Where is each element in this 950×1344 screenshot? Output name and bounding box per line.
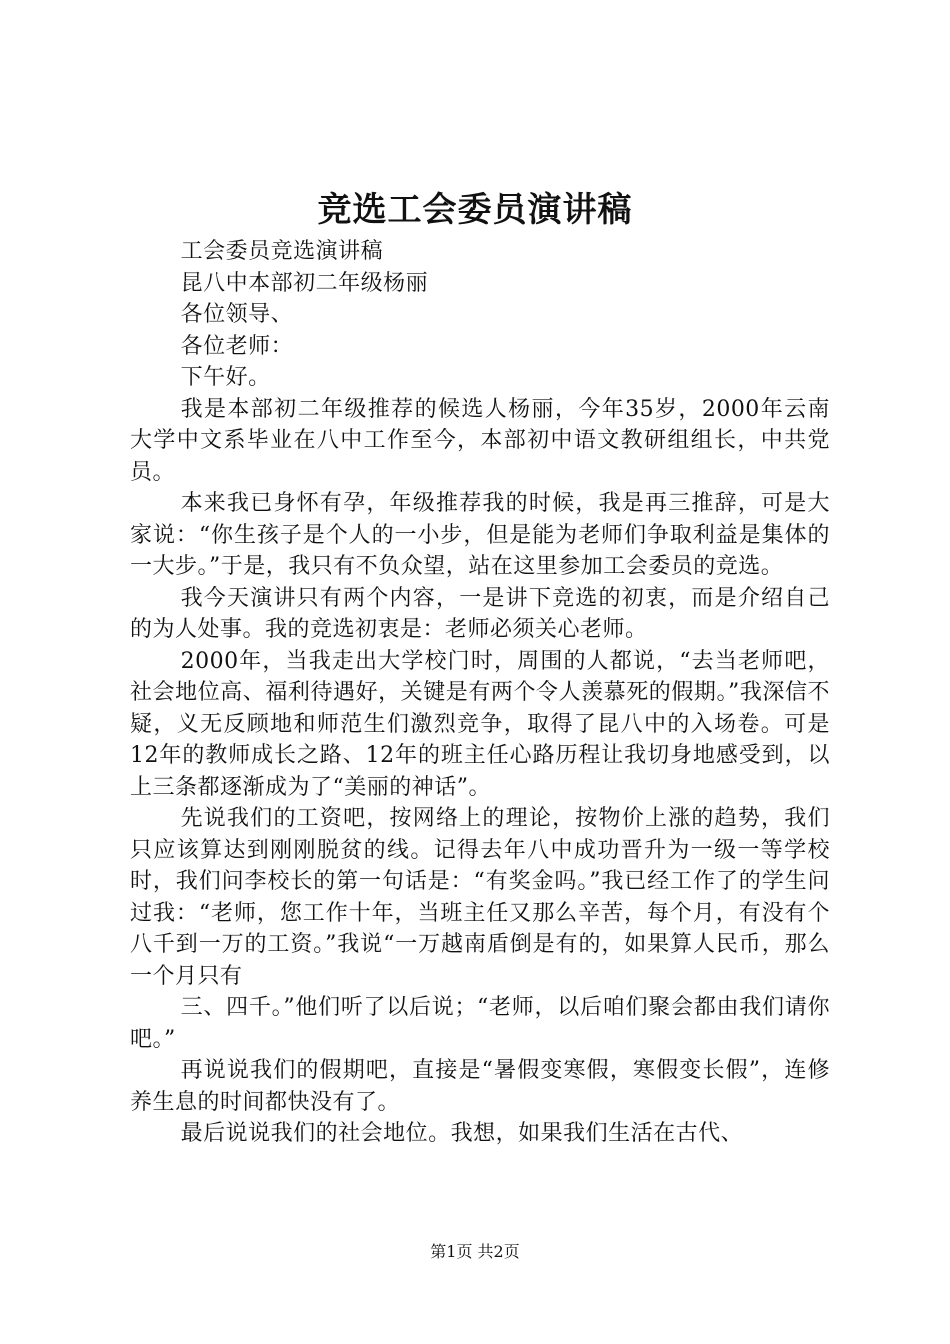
paragraph: 2000年，当我走出大学校门时，周围的人都说，“去当老师吧，社会地位高、福利待遇好，关键是有两个令人羡慕死的假期。”我深信不疑，义无反顾地和师范生们激烈竞争，取得了昆八中的入场卷。可是12年的教师成长之路、12年的班主任心路历程让我切身地感受到，以上三条都逐渐成为了“美丽的神话”。 — [130, 648, 830, 800]
document-body — [130, 236, 830, 1150]
paragraph: 先说我们的工资吧，按网络上的理论，按物价上涨的趋势，我们只应该算达到刚刚脱贫的线。记得去年八中成功晋升为一级一等学校时，我们问李校长的第一句话是：“有奖金吗。”我已经工作了的学生问过我：“老师，您工作十年，当班主任又那么辛苦，每个月，有没有个八千到一万的工资。”我说“一万越南盾倒是有的，如果算人民币，那么一个月只有 — [130, 806, 830, 989]
page-footer: 第1页 共2页 — [430, 1242, 520, 1261]
paragraph: 工会委员竞选演讲稿 — [180, 239, 384, 264]
paragraph: 三、四千。”他们听了以后说；“老师，以后咱们聚会都由我们请你吧。” — [130, 995, 830, 1052]
paragraph: 下午好。 — [180, 365, 271, 390]
paragraph: 各位领导、 — [180, 302, 294, 327]
paragraph: 我今天演讲只有两个内容，一是讲下竞选的初衷，而是介绍自己的为人处事。我的竞选初衷是：老师必须关心老师。 — [130, 585, 830, 642]
paragraph: 我是本部初二年级推荐的候选人杨丽，今年35岁，2000年云南大学中文系毕业在八中工作至今，本部初中语文教研组组长，中共党员。 — [130, 396, 830, 485]
paragraph: 昆八中本部初二年级杨丽 — [180, 270, 429, 296]
document-title: 竞选工会委员演讲稿 — [317, 190, 633, 230]
paragraph: 各位老师： — [180, 333, 294, 359]
paragraph: 再说说我们的假期吧，直接是“暑假变寒假，寒假变长假”，连修养生息的时间都快没有了。 — [130, 1058, 830, 1115]
paragraph: 本来我已身怀有孕，年级推荐我的时候，我是再三推辞，可是大家说：“你生孩子是个人的一小步，但是能为老师们争取利益是集体的一大步。”于是，我只有不负众望，站在这里参加工会委员的竞选。 — [130, 491, 830, 579]
paragraph: 最后说说我们的社会地位。我想，如果我们生活在古代、 — [180, 1121, 744, 1146]
